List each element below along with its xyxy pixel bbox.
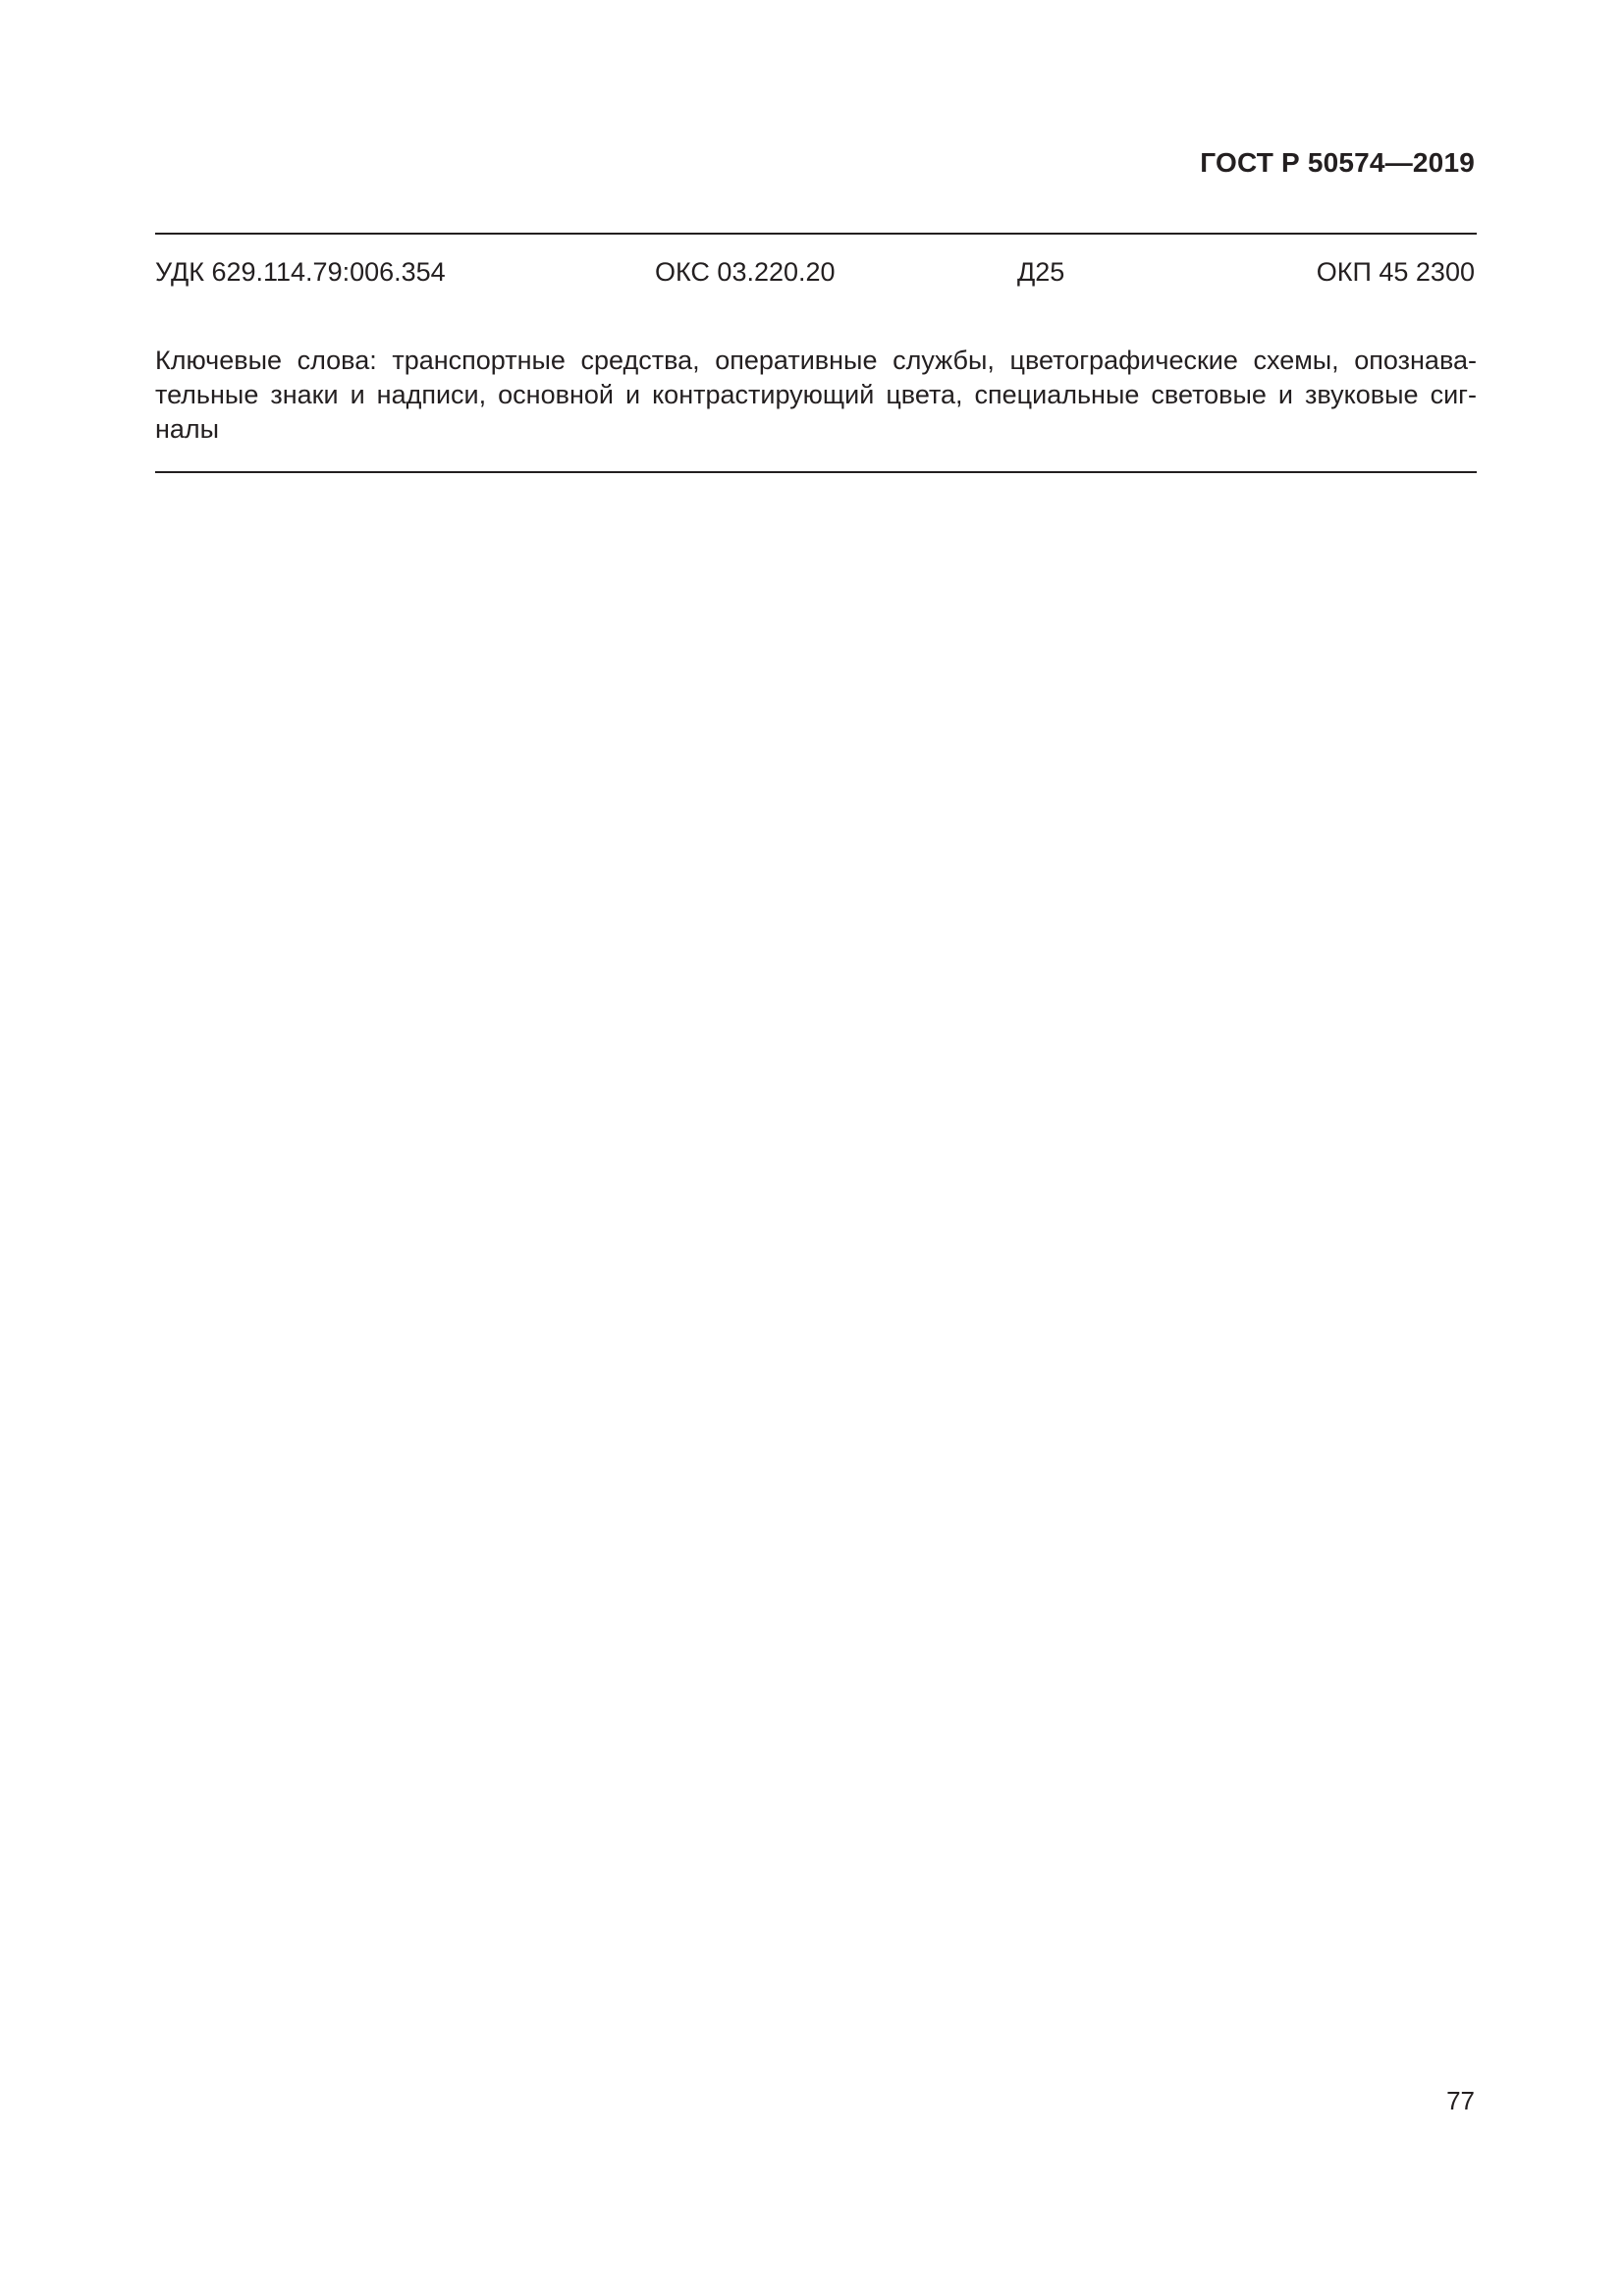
oks-code: ОКС 03.220.20 bbox=[655, 257, 836, 287]
page-number: 77 bbox=[1446, 2086, 1475, 2115]
keywords-line-3: налы bbox=[155, 414, 220, 444]
udc-code: УДК 629.114.79:006.354 bbox=[155, 257, 446, 287]
keywords-line-2: тельные знаки и надписи, основной и контрастирующий цвета, специальные световые и звуковые сиг- bbox=[155, 380, 1477, 409]
top-divider bbox=[155, 233, 1477, 235]
okp-code: ОКП 45 2300 bbox=[1316, 257, 1475, 287]
classifier-row bbox=[0, 257, 1624, 296]
keywords-paragraph bbox=[155, 344, 1477, 447]
keywords-line-1: Ключевые слова: транспортные средства, оперативные службы, цветографические схемы, опознава- bbox=[155, 346, 1477, 375]
bottom-divider bbox=[155, 471, 1477, 473]
group-code: Д25 bbox=[1017, 257, 1065, 287]
document-code: ГОСТ Р 50574—2019 bbox=[1200, 147, 1475, 178]
